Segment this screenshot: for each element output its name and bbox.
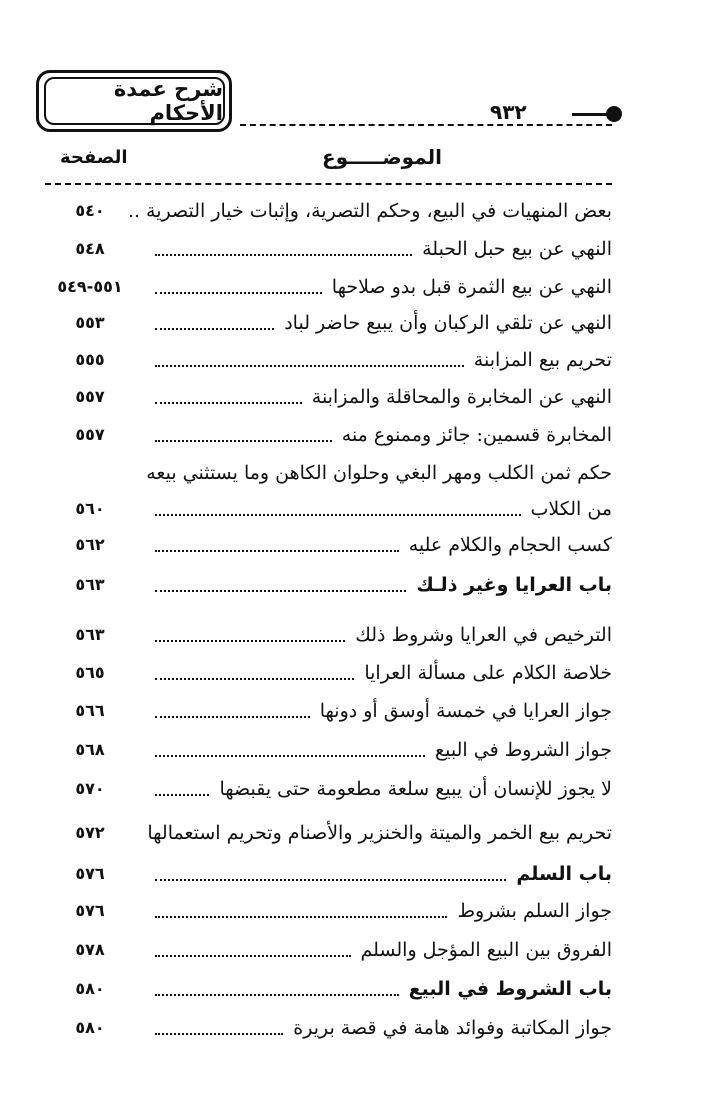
toc-entry[interactable] (45, 232, 612, 268)
toc-leader-dots (155, 328, 274, 330)
toc-entry-page: ٥٦٦ (75, 701, 105, 720)
toc-entry-title: جواز العرايا في خمسة أوسق أو دونها (319, 700, 612, 722)
toc-entry[interactable] (45, 733, 612, 769)
toc-leader-dots (155, 514, 521, 516)
toc-entry[interactable] (45, 816, 612, 852)
toc-entry-page: ٥٧٨ (75, 940, 105, 959)
toc-entry[interactable] (45, 857, 612, 893)
toc-entry-page: ٥٨٠ (75, 979, 105, 998)
toc-leader-dots (155, 794, 209, 796)
toc-leader-dots (155, 716, 310, 718)
toc-entry-title: خلاصة الكلام على مسألة العرايا (364, 662, 612, 684)
toc-entry-page: ٥٤٠ (75, 201, 105, 220)
toc-entry[interactable] (45, 380, 612, 416)
toc-entry-title-continued: من الكلاب (530, 498, 612, 520)
book-title: شرح عمدة الأحكام (44, 77, 225, 125)
toc-entry-page: ٥٦٨ (75, 740, 105, 759)
toc-entry-title: الترخيص في العرايا وشروط ذلك (355, 624, 612, 646)
toc-entry[interactable] (45, 933, 612, 969)
toc-entry[interactable] (45, 656, 612, 692)
column-header-page: الصفحة (60, 147, 128, 168)
page-number: ٩٣٢ (490, 100, 527, 124)
toc-entry-title: الفروق بين البيع المؤجل والسلم (360, 939, 612, 961)
toc-entry[interactable] (45, 456, 612, 528)
toc-entry-page: ٥٥٧ (75, 387, 105, 406)
toc-entry-title: حكم ثمن الكلب ومهر البغي وحلوان الكاهن وما يستثني بيعه (146, 462, 612, 484)
toc-leader-dots (155, 994, 399, 996)
toc-entry[interactable] (45, 694, 612, 730)
toc-entry-title: كسب الحجام والكلام عليه (408, 534, 612, 556)
toc-entry-title: تحريم بيع الخمر والميتة والخنزير والأصنام وتحريم استعمالها (147, 822, 612, 844)
toc-entry-title: جواز السلم بشروط (457, 900, 612, 922)
toc-entry-page: ٥٥٥ (75, 350, 105, 369)
toc-entry[interactable] (45, 306, 612, 342)
toc-leader-dots (155, 879, 506, 881)
toc-entry-title: بعض المنهيات في البيع، وحكم التصرية، وإثبات خيار التصرية .. (127, 200, 612, 222)
toc-leader-dots (155, 640, 345, 642)
toc-entry[interactable] (45, 568, 612, 604)
toc-entry-page: ٥٨٠ (75, 1018, 105, 1037)
toc-entry-page: ٥٥٧ (75, 425, 105, 444)
toc-entry-title: النهي عن المخابرة والمحاقلة والمزابنة (311, 386, 612, 408)
toc-leader-dots (155, 365, 464, 367)
toc-entry-title: النهي عن بيع حبل الحبلة (422, 238, 612, 260)
toc-entry[interactable] (45, 772, 612, 808)
toc-leader-dots (155, 254, 412, 256)
toc-entry-page: ٥٦٥ (75, 663, 105, 682)
toc-entry-page: ٥٧٠ (75, 779, 105, 798)
toc-leader-dots (155, 590, 406, 592)
toc-leader-dots (155, 755, 425, 757)
header-rule (240, 124, 612, 126)
page-number-dot-icon (606, 106, 622, 122)
toc-entry-page: ٥٧٦ (75, 864, 105, 883)
toc-entry-page: ٥٦٢ (75, 535, 105, 554)
toc-entry-page: ٥٤٨ (75, 239, 105, 258)
toc-entry[interactable] (45, 618, 612, 654)
toc-entry[interactable] (45, 270, 612, 306)
toc-entry-title: باب العرايا وغير ذلـك (416, 574, 612, 596)
toc-leader-dots (155, 955, 351, 957)
toc-entry[interactable] (45, 343, 612, 379)
column-headers (45, 145, 612, 179)
toc-entry-page: ٥٧٦ (75, 901, 105, 920)
toc-entry[interactable] (45, 528, 612, 564)
toc-entry-title: باب الشروط في البيع (408, 978, 612, 1000)
toc-entry-title: النهي عن بيع الثمرة قبل بدو صلاحها (331, 276, 612, 298)
toc-entry-page: ٥٥٣ (75, 313, 105, 332)
toc-leader-dots (155, 1033, 283, 1035)
column-header-topic: الموضـــــوع (321, 145, 442, 169)
toc-entry-title: باب السلم (516, 863, 612, 885)
toc-entry-title: لا يجوز للإنسان أن يبيع سلعة مطعومة حتى يقبضها (219, 778, 612, 800)
toc-leader-dots (155, 916, 447, 918)
column-header-rule (45, 183, 612, 185)
toc-entry-page: ٥٦٣ (75, 575, 105, 594)
toc-entry-page: ٥٧٢ (75, 823, 105, 842)
toc-leader-dots (155, 678, 354, 680)
toc-entry-page: ٥٦٠ (75, 499, 105, 518)
toc-entry-title: تحريم بيع المزابنة (473, 349, 612, 371)
toc-entry[interactable] (45, 894, 612, 930)
toc-entry-title: المخابرة قسمين: جائز وممنوع منه (341, 424, 612, 446)
toc-entry-title: النهي عن تلقي الركبان وأن يبيع حاضر لباد (284, 312, 612, 334)
toc-leader-dots (155, 440, 332, 442)
toc-leader-dots (155, 292, 322, 294)
toc-leader-dots (155, 402, 302, 404)
toc-entry-page: ٥٥١-٥٤٩ (57, 277, 123, 296)
toc-entry[interactable] (45, 194, 612, 230)
toc-entry[interactable] (45, 1011, 612, 1047)
toc-entry-page: ٥٦٣ (75, 625, 105, 644)
toc-leader-dots (155, 550, 399, 552)
toc-entry-title: جواز المكاتبة وفوائد هامة في قصة بريرة (293, 1017, 612, 1039)
toc-entry[interactable] (45, 972, 612, 1008)
toc-entry[interactable] (45, 418, 612, 454)
toc-entry-title: جواز الشروط في البيع (435, 739, 612, 761)
